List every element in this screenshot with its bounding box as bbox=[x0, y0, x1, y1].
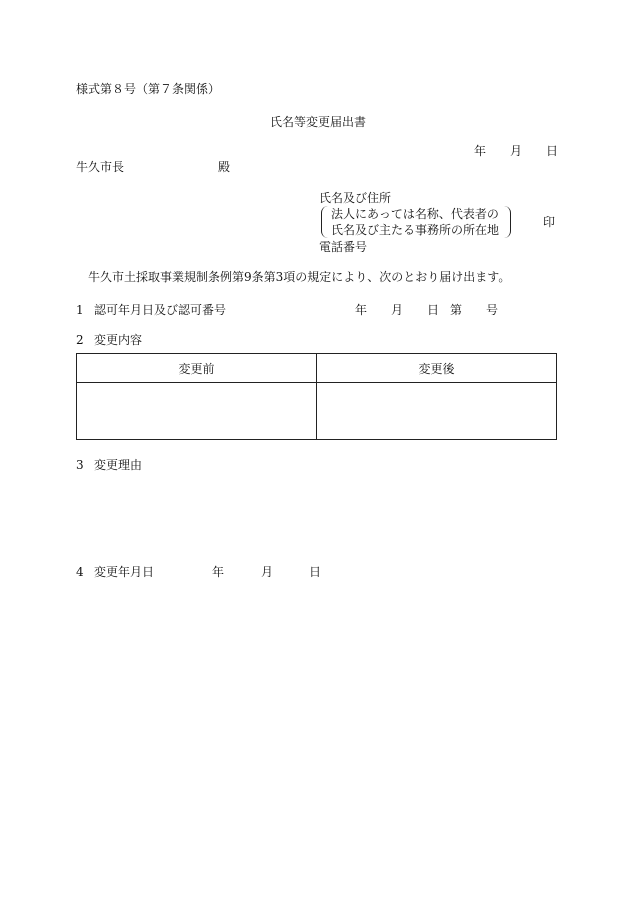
recipient-name: 牛久市長 bbox=[76, 160, 125, 174]
after-change-cell[interactable] bbox=[317, 383, 557, 440]
header-after-change: 変更後 bbox=[317, 354, 557, 383]
item3-number: 3 bbox=[76, 458, 84, 472]
item4-label: 変更年月日 bbox=[94, 565, 155, 579]
item1-year: 年 bbox=[355, 303, 368, 317]
change-content-table bbox=[76, 353, 557, 440]
date-day: 日 bbox=[546, 144, 559, 158]
item4-number: 4 bbox=[76, 565, 84, 579]
applicant-phone-label: 電話番号 bbox=[319, 240, 368, 254]
item3-label: 変更理由 bbox=[94, 458, 143, 472]
item2-number: 2 bbox=[76, 333, 84, 347]
item1-month: 月 bbox=[391, 303, 404, 317]
applicant-note-line2: 氏名及び主たる事務所の所在地 bbox=[331, 223, 500, 237]
item4-year: 年 bbox=[212, 565, 225, 579]
item2-label: 変更内容 bbox=[94, 333, 143, 347]
header-before-change: 変更前 bbox=[77, 354, 317, 383]
item4-month: 月 bbox=[261, 565, 274, 579]
statement-text: 牛久市土採取事業規制条例第9条第3項の規定により、次のとおり届け出ます。 bbox=[88, 270, 511, 284]
item1-number: 1 bbox=[76, 303, 84, 317]
seal-mark: 印 bbox=[543, 215, 556, 229]
date-year: 年 bbox=[474, 144, 487, 158]
item1-no-suffix: 号 bbox=[486, 303, 499, 317]
date-month: 月 bbox=[510, 144, 523, 158]
form-number: 様式第８号（第７条関係） bbox=[76, 82, 221, 96]
item1-day: 日 bbox=[427, 303, 440, 317]
item1-no-prefix: 第 bbox=[450, 303, 463, 317]
item1-label: 認可年月日及び認可番号 bbox=[94, 303, 227, 317]
form-title: 氏名等変更届出書 bbox=[270, 115, 367, 129]
recipient-honorific: 殿 bbox=[218, 160, 231, 174]
before-change-cell[interactable] bbox=[77, 383, 317, 440]
applicant-name-address-label: 氏名及び住所 bbox=[319, 191, 392, 205]
item4-day: 日 bbox=[309, 565, 322, 579]
applicant-note-line1: 法人にあっては名称、代表者の bbox=[331, 207, 499, 221]
